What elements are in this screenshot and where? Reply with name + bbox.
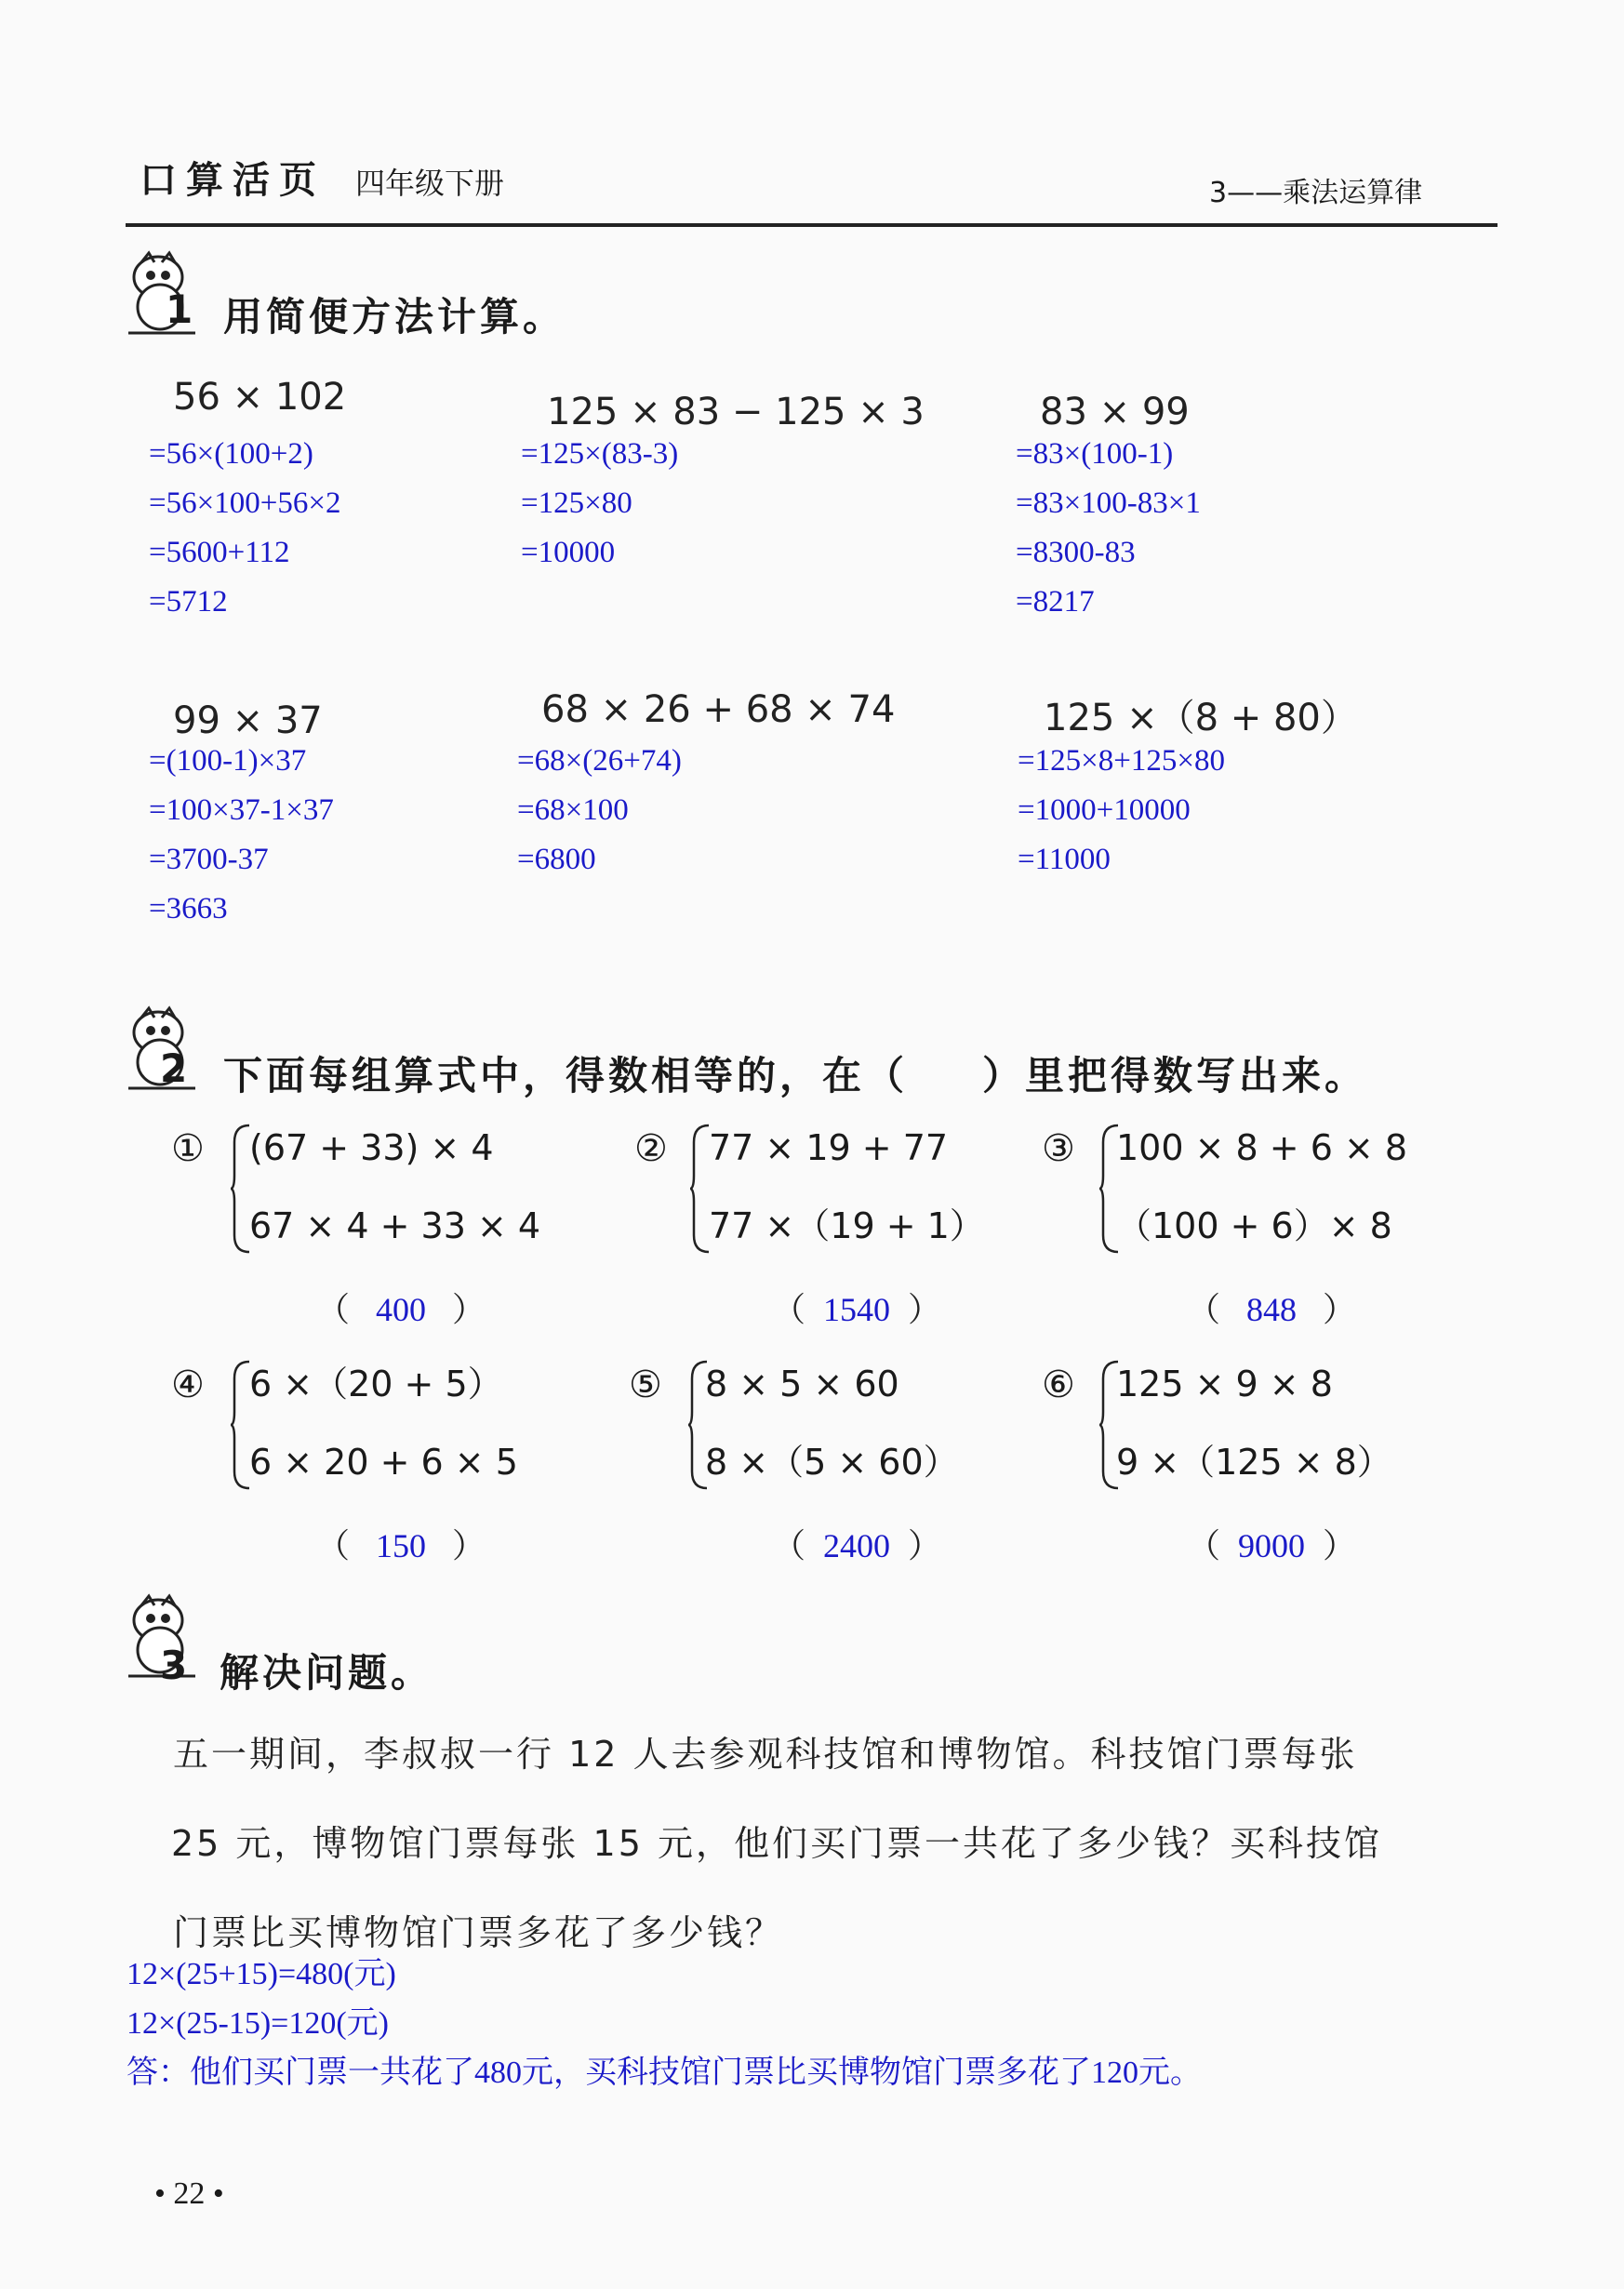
solution-step: =10000: [521, 536, 616, 569]
expression-b: （100 + 6）× 8: [1116, 1205, 1392, 1246]
problem-expression: 125 × 83 − 125 × 3: [547, 391, 925, 433]
solution-step: =(100-1)×37: [149, 744, 307, 778]
group-label: ②: [634, 1127, 668, 1170]
solution-step: =68×100: [517, 793, 629, 827]
answer-value: 2400: [823, 1527, 891, 1564]
answer-value: 400: [376, 1291, 427, 1328]
expression-a: 100 × 8 + 6 × 8: [1116, 1127, 1408, 1168]
expression-b: 9 ×（125 × 8）: [1116, 1442, 1392, 1483]
result-blank: （ 150 ）: [316, 1527, 486, 1564]
section-title-suffix: ）里把得数写出来。: [982, 1053, 1368, 1098]
solution-step: =100×37-1×37: [149, 793, 334, 827]
solution-step: =1000+10000: [1018, 793, 1191, 827]
word-problem: [173, 1710, 1512, 1977]
answer-value: 150: [376, 1527, 427, 1564]
expression-b: 67 × 4 + 33 × 4: [249, 1205, 541, 1246]
answer-line: 12×(25-15)=120(元): [126, 2006, 389, 2041]
solution-step: =56×(100+2): [149, 437, 313, 471]
solution-step: =3663: [149, 892, 228, 925]
group-label: ③: [1042, 1127, 1075, 1170]
problem-line: 五一期间，李叔叔一行 12 人去参观科技馆和博物馆。科技馆门票每张: [173, 1734, 1358, 1775]
result-blank: （ 400 ）: [316, 1291, 486, 1328]
expression-a: 6 ×（20 + 5）: [249, 1364, 503, 1404]
solution-step: =125×80: [521, 486, 632, 520]
group-label: ⑥: [1042, 1364, 1075, 1406]
solution-step: =8300-83: [1016, 536, 1136, 569]
problem-line: 25 元，博物馆门票每张 15 元，他们买门票一共花了多少钱？买科技馆: [171, 1823, 1382, 1864]
section-number: 1: [166, 286, 197, 332]
problem-expression: 56 × 102: [173, 376, 347, 419]
solution-step: =3700-37: [149, 843, 269, 876]
result-blank: （ 9000 ）: [1187, 1527, 1357, 1564]
result-blank: （ 1540 ）: [772, 1291, 942, 1328]
solution-steps: [1016, 430, 1201, 627]
problem-expression: 99 × 37: [173, 699, 323, 742]
solution-step: =125×(83-3): [521, 437, 679, 471]
answer-value: 9000: [1238, 1527, 1306, 1564]
answer-line: 答：他们买门票一共花了480元，买科技馆门票比买博物馆门票多花了120元。: [126, 2056, 1202, 2090]
group-label: ④: [171, 1364, 205, 1406]
group-label: ①: [171, 1127, 205, 1170]
section-number: 2: [160, 1045, 192, 1091]
answer-block: [126, 1950, 1202, 2097]
solution-step: =68×(26+74): [517, 744, 682, 778]
solution-steps: [517, 737, 682, 885]
group-label: ⑤: [629, 1364, 662, 1406]
section-title-prefix: 下面每组算式中，得数相等的，在（: [223, 1053, 909, 1098]
section-title: 用简便方法计算。: [223, 294, 566, 339]
solution-step: =6800: [517, 843, 596, 876]
header-rule: [126, 223, 1498, 227]
result-blank: （ 848 ）: [1187, 1291, 1357, 1328]
result-blank: （ 2400 ）: [772, 1527, 942, 1564]
answer-value: 848: [1246, 1291, 1298, 1328]
expression-a: 77 × 19 + 77: [709, 1127, 949, 1168]
grade-label: 四年级下册: [355, 166, 505, 201]
solution-step: =5712: [149, 585, 228, 619]
answer-line: 12×(25+15)=480(元): [126, 1957, 396, 1991]
problem-expression: 83 × 99: [1040, 391, 1190, 433]
solution-step: =8217: [1016, 585, 1095, 619]
brace-icon: [231, 1124, 251, 1254]
page-number: • 22 •: [154, 2176, 224, 2211]
solution-step: =125×8+125×80: [1018, 744, 1225, 778]
solution-step: =11000: [1018, 843, 1111, 876]
section-title: [223, 1045, 1367, 1101]
problem-line: 门票比买博物馆门票多花了多少钱？: [173, 1912, 784, 1953]
brace-icon: [690, 1124, 711, 1254]
expression-b: 77 ×（19 + 1）: [709, 1205, 985, 1246]
solution-step: =83×100-83×1: [1016, 486, 1201, 520]
solution-step: =5600+112: [149, 536, 290, 569]
solution-steps: [149, 737, 334, 934]
problem-expression: 68 × 26 + 68 × 74: [541, 688, 896, 731]
expression-a: 8 × 5 × 60: [705, 1364, 899, 1404]
solution-steps: [1018, 737, 1225, 885]
section-label: 3——乘法运算律: [1209, 177, 1423, 209]
section-number: 3: [160, 1643, 192, 1688]
solution-steps: [521, 430, 678, 578]
solution-step: =56×100+56×2: [149, 486, 341, 520]
expression-b: 8 ×（5 × 60）: [705, 1442, 959, 1483]
solution-step: =83×(100-1): [1016, 437, 1174, 471]
problem-expression: 125 ×（8 + 80）: [1044, 697, 1358, 739]
expression-a: (67 + 33) × 4: [249, 1127, 494, 1168]
expression-b: 6 × 20 + 6 × 5: [249, 1442, 518, 1483]
answer-value: 1540: [823, 1291, 891, 1328]
section-title: 解决问题。: [220, 1650, 434, 1696]
expression-a: 125 × 9 × 8: [1116, 1364, 1333, 1404]
book-title: 口算活页: [140, 158, 326, 202]
solution-steps: [149, 430, 340, 627]
brace-icon: [231, 1360, 251, 1490]
